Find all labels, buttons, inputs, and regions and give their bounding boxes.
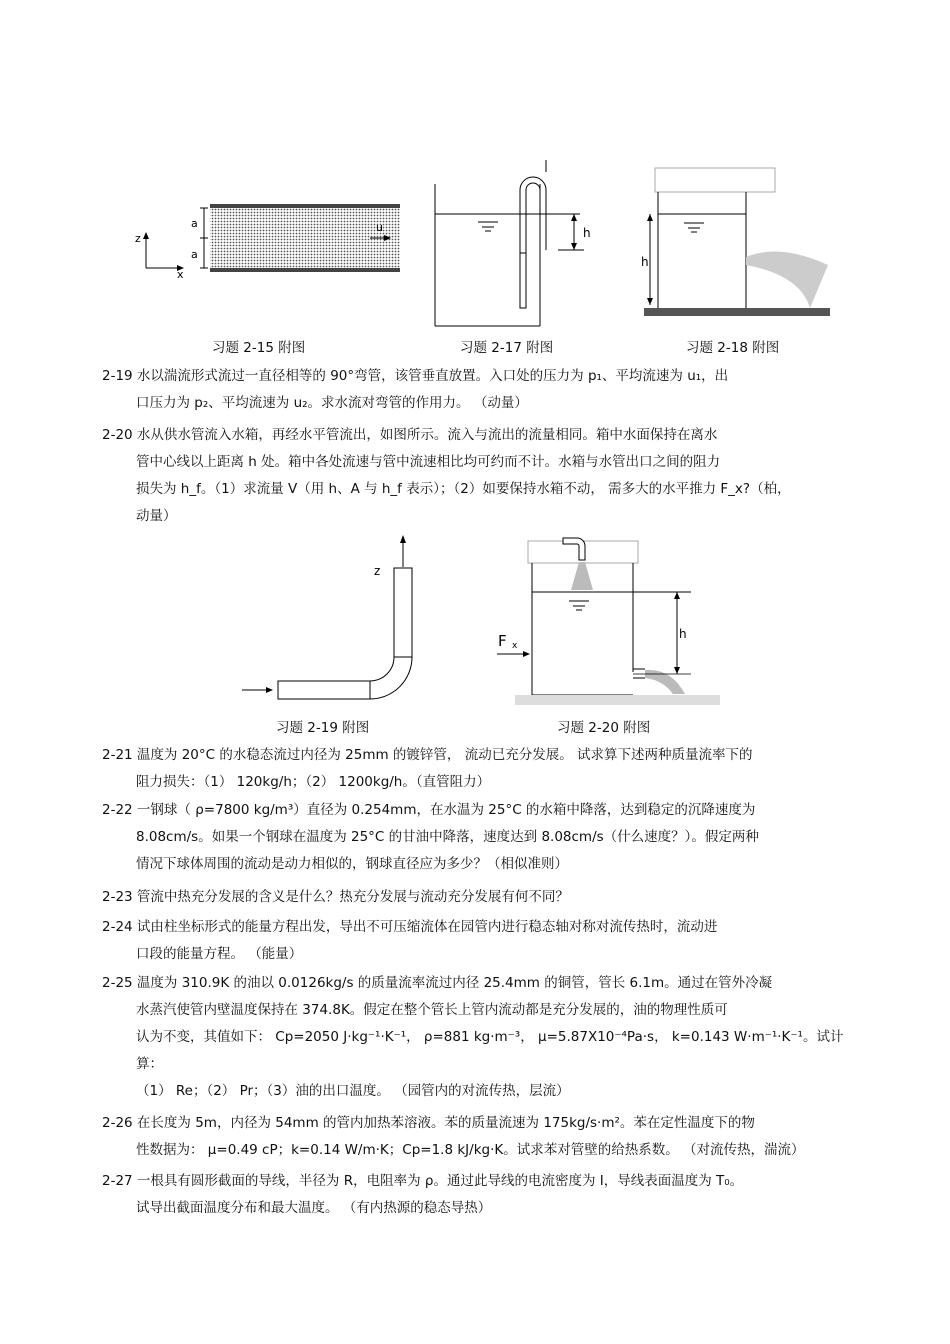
figure-2-15 [130,190,400,285]
label-h: h [583,226,591,240]
siphon-tube [520,177,546,308]
label-z: z [135,232,141,245]
outflow-jet [645,670,685,694]
caption-2-20: 习题 2-20 附图 [557,720,651,736]
outlet-pipe [633,669,645,678]
problem-2-25: 2-25 温度为 310.9K 的油以 0.0126kg/s 的质量流率流过内径 25.4mm 的铜管，管长 6.1m。通过在管外冷凝 水蒸汽使管内壁温度保持在 374.8K。假定在整个管长上管内流动都是充分发展的，油的物理性质可 认为不变，其值如下： Cp=2050 J·kg⁻¹·K⁻¹， ρ=881 kg·m⁻³， μ=5.87X10⁻⁴Pa·s， k=0.143 W·m⁻¹·K⁻¹。试计 算： （1） Re；（2） Pr；（3）油的出口温度。 （园管内的对流传热，层流） [102,975,844,1099]
inflow-jet [571,562,593,590]
figure-2-18 [640,165,835,320]
label-a-top: a [191,217,198,230]
figure-2-19 [240,535,430,710]
label-z: z [374,564,381,578]
problem-2-19: 2-19 水以湍流形式流过一直径相等的 90°弯管，该管垂直放置。入口处的压力为 p₁、平均流速为 u₁，出 口压力为 p₂、平均流速为 u₂。求水流对弯管的作用力。 （动量） [102,368,729,411]
label-u: u [376,221,383,234]
problem-2-21: 2-21 温度为 20°C 的水稳态流过内径为 25mm 的镀锌管， 流动已充分发展。 试求算下述两种质量流率下的 阻力损失：（1） 120kg/h；（2） 1200kg/h。（直管阻力） [102,747,753,790]
caption-2-19: 习题 2-19 附图 [276,720,370,736]
tank-lid [655,168,775,192]
ground [644,308,830,316]
label-x: x [177,268,184,281]
label-fx-sub: x [512,641,518,651]
caption-2-15: 习题 2-15 附图 [212,340,306,356]
elbow-pipe [278,568,412,699]
label-a-bottom: a [191,248,198,261]
label-h: h [641,255,649,269]
problem-2-23: 2-23 管流中热充分发展的含义是什么？热充分发展与流动充分发展有何不同？ [102,889,569,905]
water-jet [746,252,828,308]
figure-2-20 [495,534,725,709]
problem-2-22: 2-22 一钢球（ ρ=7800 kg/m³）直径为 0.254mm，在水温为 25°C 的水箱中降落，达到稳定的沉降速度为 8.08cm/s。如果一个钢球在温度为 25°C 的甘油中降落，速度达到 8.08cm/s（什么速度？）。假定两种 情况下球体周围的流动是动力相似的，钢球直径应为多少？（相似准则） [102,802,759,872]
caption-2-18: 习题 2-18 附图 [686,340,780,356]
problem-2-26: 2-26 在长度为 5m，内径为 54mm 的管内加热苯溶液。苯的质量流速为 175kg/s·m²。苯在定性温度下的物 性数据为： μ=0.49 cP；k=0.14 W/m·K；Cp=1.8 kJ/kg·K。试求苯对管壁的给热系数。 （对流传热，湍流） [102,1115,805,1158]
plate-bottom [210,268,400,272]
caption-2-17: 习题 2-17 附图 [460,340,554,356]
problem-2-24: 2-24 试由柱坐标形式的能量方程出发，导出不可压缩流体在园管内进行稳态轴对称对流传热时，流动进 口段的能量方程。 （能量） [102,919,718,962]
ground [515,695,720,705]
label-fx: F [498,632,507,650]
label-h: h [679,627,687,641]
figure-2-15-velocity-arrow [365,220,405,250]
plate-top [210,204,400,208]
problem-2-27: 2-27 一根具有圆形截面的导线，半径为 R，电阻率为 ρ。通过此导线的电流密度为 I，导线表面温度为 T₀。 试导出截面温度分布和最大温度。 （有内热源的稳态导热） [102,1173,744,1216]
problem-2-20: 2-20 水从供水管流入水箱，再经水平管流出，如图所示。流入与流出的流量相同。箱中水面保持在离水 管中心线以上距离 h 处。箱中各处流速与管中流速相比均可约而不计。水箱与水管出口之间的阻力 损失为 h_f。（1）求流量 V（用 h、A 与 h_f 表示）；（2）如要保持水箱不动， 需多大的水平推力 F_x?（柏， 动量） [102,427,791,524]
figure-2-17 [430,158,600,328]
